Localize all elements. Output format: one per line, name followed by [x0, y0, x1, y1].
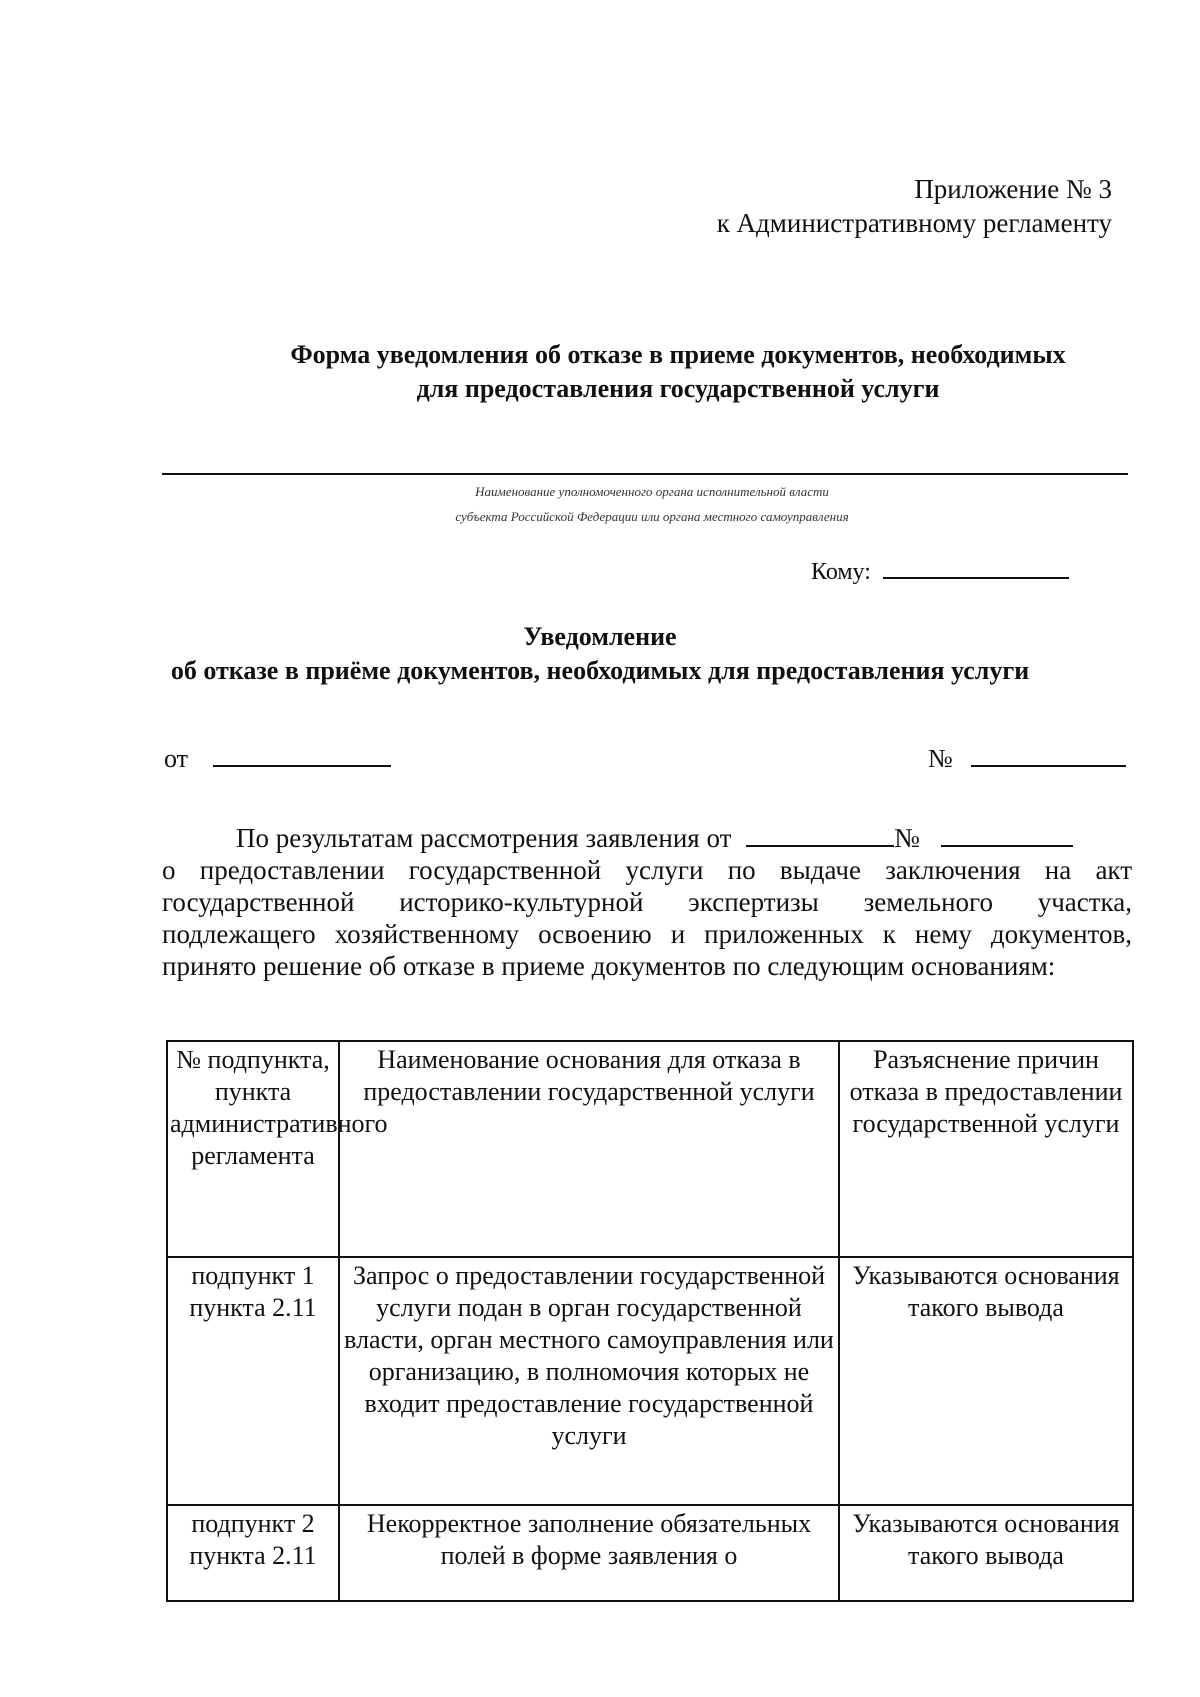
- number-blank[interactable]: [971, 743, 1126, 767]
- row-1-clause: подпункт 1 пункта 2.11: [167, 1257, 339, 1505]
- authority-caption-line-2: субъекта Российской Федерации или органа местного самоуправления: [455, 509, 849, 524]
- date-label: от: [164, 744, 189, 773]
- recipient-field: [811, 555, 1069, 587]
- number-label: №: [928, 744, 953, 773]
- appendix-reference: к Административному регламенту: [716, 208, 1112, 238]
- row-2-clause: подпункт 2 пункта 2.11: [167, 1505, 339, 1601]
- authority-caption: [52, 479, 1200, 529]
- header-clause: № подпункта, пункта административного регламента: [167, 1041, 339, 1257]
- form-title: [78, 338, 1200, 406]
- recipient-label: Кому:: [811, 559, 871, 585]
- appendix-block: [717, 172, 1112, 240]
- recipient-blank[interactable]: [883, 555, 1069, 579]
- row-2-ground: Некорректное заполнение обязательных полей в форме заявления о: [339, 1505, 839, 1601]
- row-1-ground: Запрос о предоставлении государственной услуги подан в орган государственной власти, орган местного самоуправления или организацию, в полномочия которых не входит предоставление государственной услуги: [339, 1257, 839, 1505]
- row-1-explanation: Указываются основания такого вывода: [839, 1257, 1133, 1505]
- authority-name-line: [162, 473, 1128, 475]
- application-number-blank[interactable]: [941, 823, 1073, 847]
- header-explanation: Разъяснение причин отказа в предоставлении государственной услуги: [839, 1041, 1133, 1257]
- notice-title-line-1: Уведомление: [523, 622, 677, 651]
- table-row: [167, 1505, 1133, 1601]
- number-field: [928, 743, 1126, 774]
- paragraph-line-4: подлежащего хозяйственному освоению и приложенных к нему документов,: [162, 919, 1132, 949]
- notice-title: [0, 620, 1200, 688]
- authority-caption-line-1: Наименование уполномоченного органа исполнительной власти: [475, 484, 829, 499]
- date-field: [164, 743, 391, 774]
- paragraph-line-1: [162, 822, 1132, 854]
- table-header-row: [167, 1041, 1133, 1257]
- table-row: [167, 1257, 1133, 1505]
- paragraph-line-2: о предоставлении государственной услуги по выдаче заключения на акт: [162, 855, 1132, 885]
- application-date-blank[interactable]: [746, 823, 894, 847]
- paragraph-line-5: принято решение об отказе в приеме документов по следующим основаниям:: [162, 951, 1056, 981]
- refusal-grounds-table: [166, 1040, 1134, 1602]
- form-title-line-1: Форма уведомления об отказе в приеме документов, необходимых: [290, 340, 1066, 369]
- appendix-number: Приложение № 3: [914, 174, 1112, 204]
- header-ground: Наименование основания для отказа в предоставлении государственной услуги: [339, 1041, 839, 1257]
- decision-paragraph: [162, 822, 1132, 982]
- row-2-explanation: Указываются основания такого вывода: [839, 1505, 1133, 1601]
- date-blank[interactable]: [213, 743, 391, 767]
- notice-title-line-2: об отказе в приёме документов, необходимых для предоставления услуги: [170, 656, 1030, 685]
- paragraph-line-3: государственной историко-культурной экспертизы земельного участка,: [162, 887, 1132, 917]
- form-title-line-2: для предоставления государственной услуги: [416, 374, 940, 403]
- paragraph-intro: По результатам рассмотрения заявления от: [236, 823, 732, 853]
- application-number-label: №: [894, 823, 920, 853]
